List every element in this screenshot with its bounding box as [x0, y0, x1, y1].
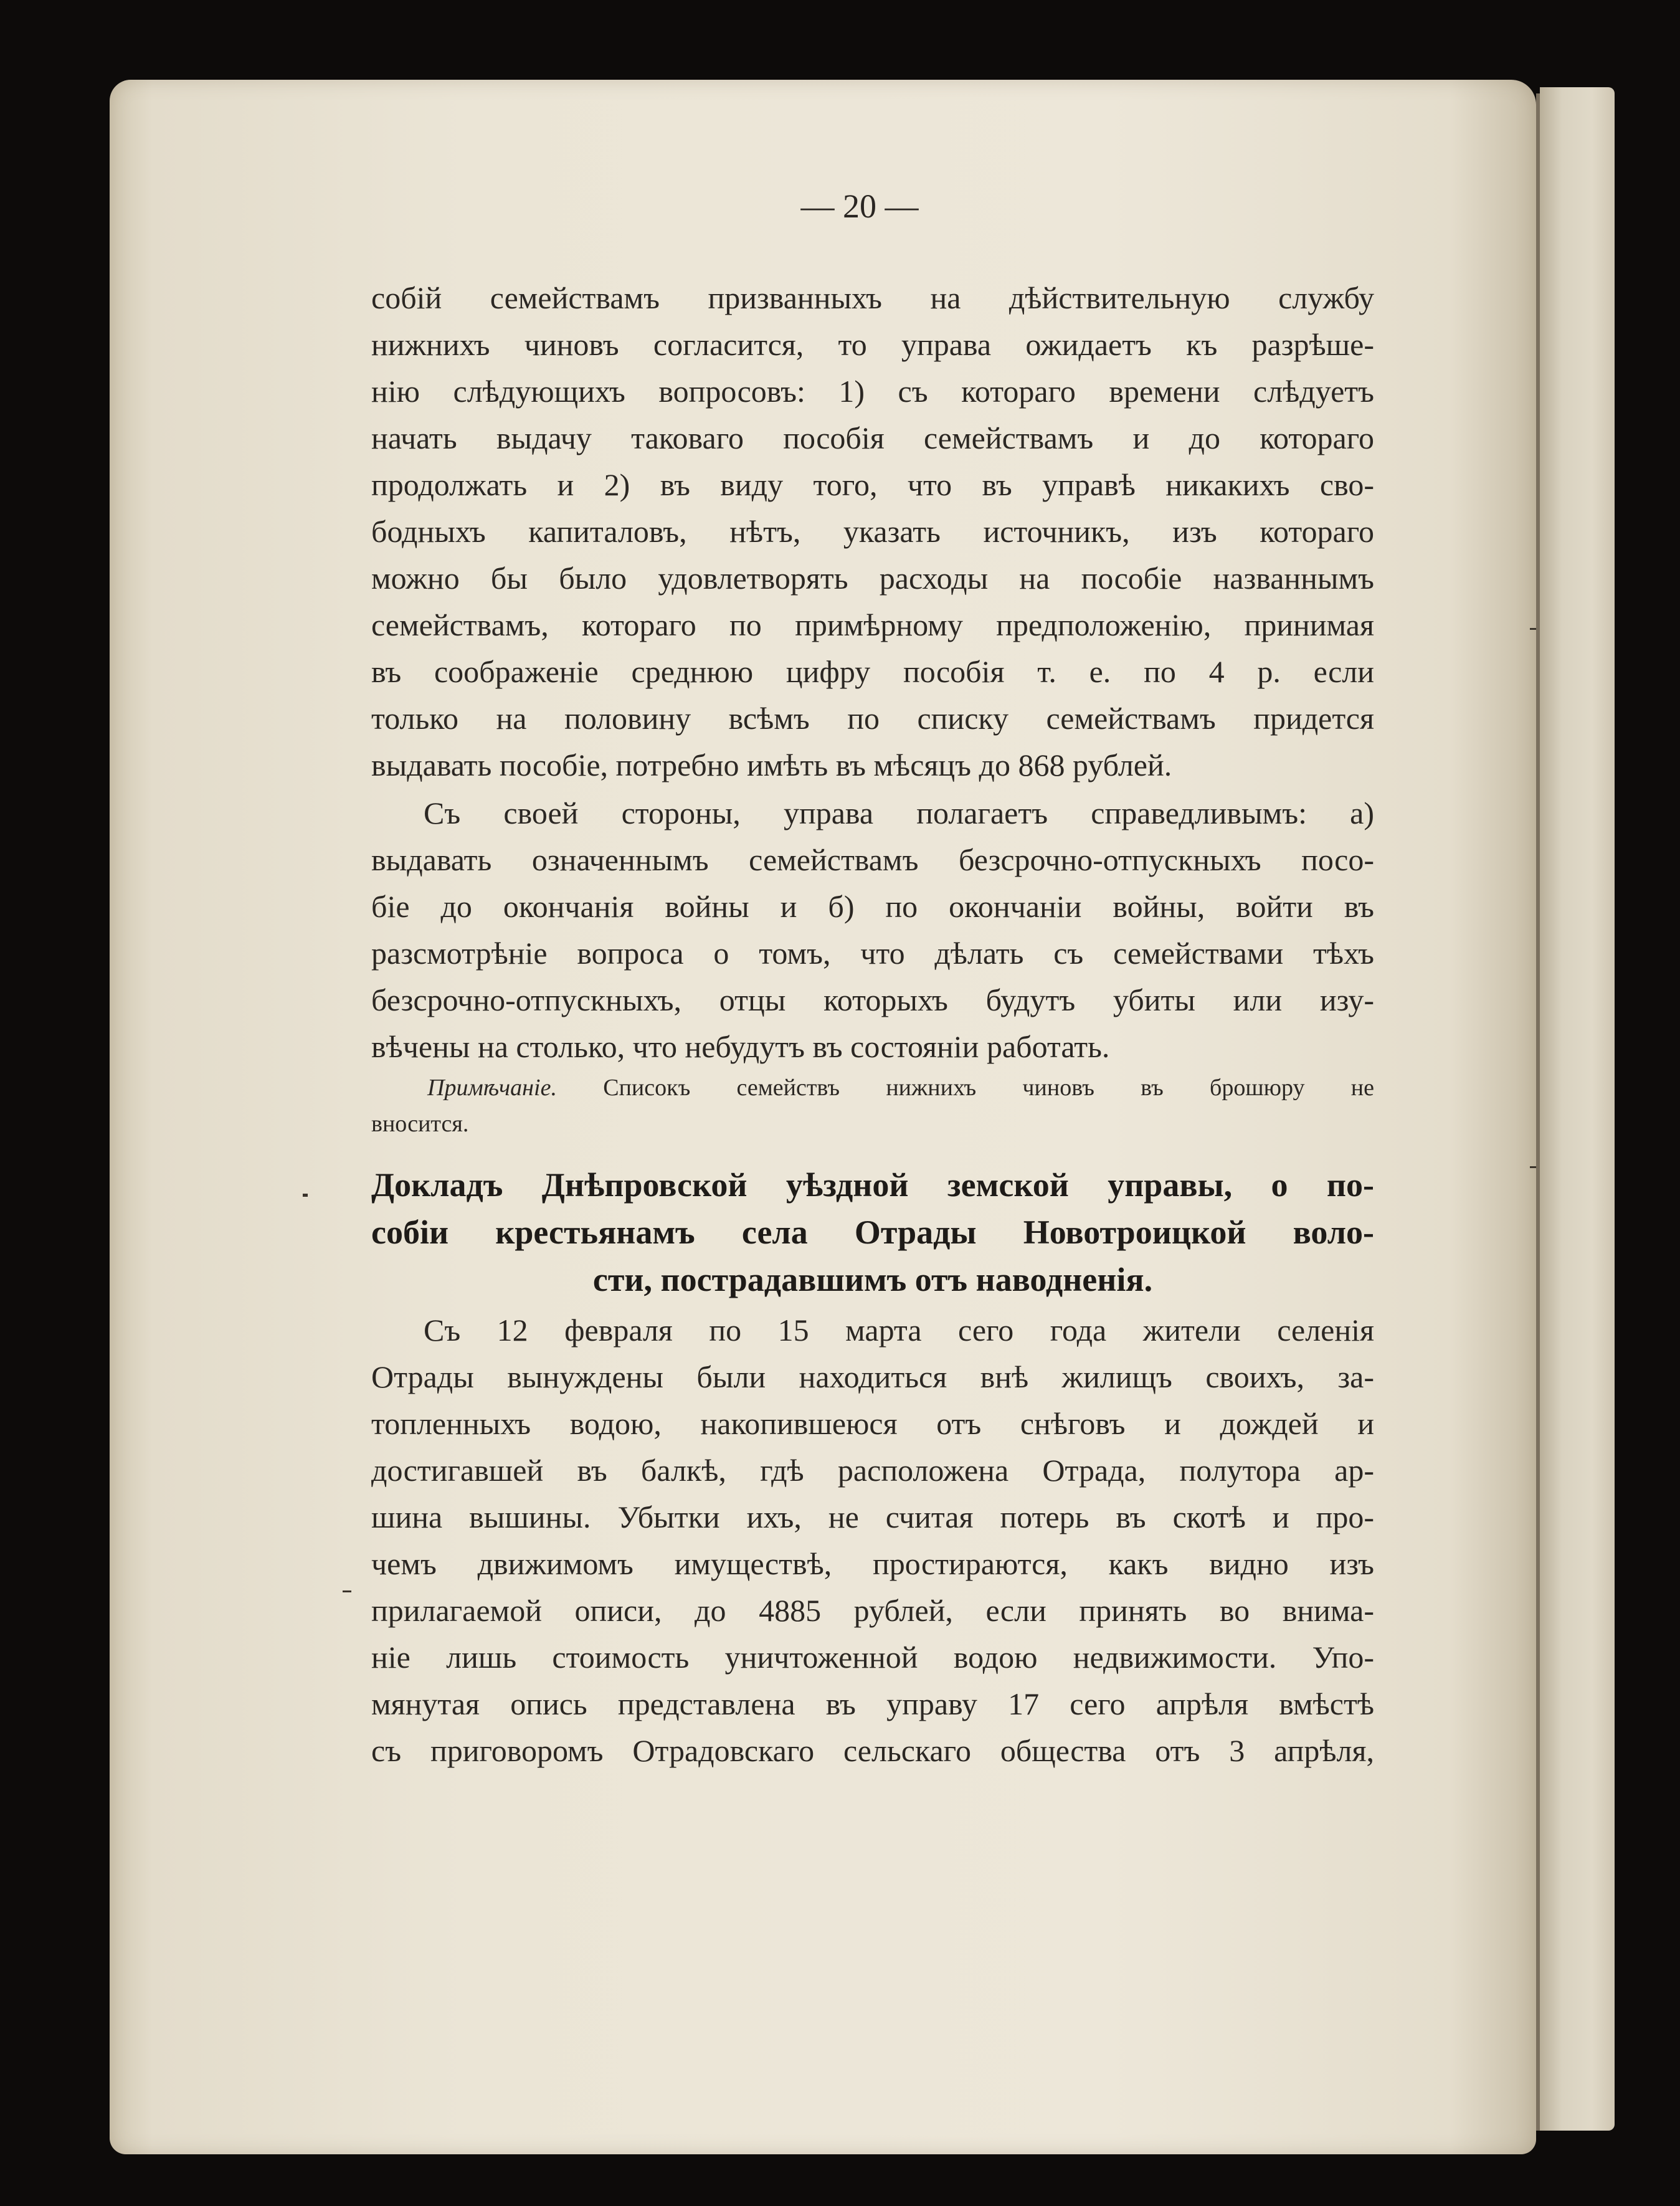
text-line: топленныхъ водою, накопившеюся отъ снѣговъ и дождей и: [371, 1406, 1374, 1441]
text-line: ніе лишь стоимость уничтоженной водою недвижимости. Упо-: [371, 1640, 1374, 1675]
note-label: Примѣчаніе.: [427, 1075, 557, 1101]
text-line: біе до окончанія войны и б) по окончаніи войны, войти въ: [371, 889, 1374, 924]
text-line: чемъ движимомъ имуществѣ, простираются, какъ видно изъ: [371, 1546, 1374, 1581]
text-line: выдавать пособіе, потребно имѣть въ мѣсяцъ до 868 рублей.: [371, 748, 1172, 782]
margin-mark: [1530, 628, 1536, 630]
text-line: Отрады вынуждены были находиться внѣ жилищъ своихъ, за-: [371, 1359, 1374, 1394]
text-line: безсрочно-отпускныхъ, отцы которыхъ будутъ убиты или изу-: [371, 982, 1374, 1017]
note-text: Списокъ семействъ нижнихъ чиновъ въ брошюру не: [603, 1075, 1374, 1101]
margin-mark: [303, 1194, 308, 1197]
section-heading-line: собіи крестьянамъ села Отрады Новотроицкой воло-: [371, 1214, 1374, 1251]
text-line: съ приговоромъ Отрадовскаго сельскаго общества отъ 3 апрѣля,: [371, 1733, 1374, 1768]
text-line: въ соображеніе среднюю цифру пособія т. е. по 4 р. если: [371, 654, 1374, 689]
text-line: можно бы было удовлетворять расходы на пособіе названнымъ: [371, 561, 1374, 596]
note-line: [427, 1073, 1374, 1103]
text-line: достигавшей въ балкѣ, гдѣ расположена Отрада, полутора ар-: [371, 1453, 1374, 1488]
text-line: Съ своей стороны, управа полагаетъ справедливымъ: а): [424, 796, 1374, 830]
text-line: нижнихъ чиновъ согласится, то управа ожидаетъ къ разрѣше-: [371, 327, 1374, 362]
text-line: прилагаемой описи, до 4885 рублей, если принять во внима-: [371, 1593, 1374, 1628]
margin-mark: [1530, 1166, 1536, 1168]
section-heading-line: Докладъ Днѣпровской уѣздной земской управы, о по-: [371, 1166, 1374, 1204]
text-line: разсмотрѣніе вопроса о томъ, что дѣлать съ семействами тѣхъ: [371, 936, 1374, 971]
next-page-edge: [1540, 87, 1615, 2131]
text-line: семействамъ, котораго по примѣрному предположенію, принимая: [371, 607, 1374, 642]
page-gutter-shadow: [1536, 93, 1540, 2131]
margin-mark: [343, 1590, 351, 1592]
section-heading-line: сти, пострадавшимъ отъ наводненія.: [592, 1261, 1153, 1298]
text-line: вѣчены на столько, что небудутъ въ состояніи работать.: [371, 1029, 1110, 1064]
text-line: собій семействамъ призванныхъ на дѣйствительную службу: [371, 280, 1374, 315]
text-line: продолжать и 2) въ виду того, что въ управѣ никакихъ сво-: [371, 467, 1374, 502]
text-line: только на половину всѣмъ по списку семействамъ придется: [371, 701, 1374, 736]
text-line: Съ 12 февраля по 15 марта сего года жители селенія: [424, 1313, 1374, 1348]
text-line: шина вышины. Убытки ихъ, не считая потерь въ скотѣ и про-: [371, 1500, 1374, 1534]
note-line: вносится.: [371, 1111, 469, 1137]
text-line: мянутая опись представлена въ управу 17 сего апрѣля вмѣстѣ: [371, 1686, 1374, 1721]
text-line: нію слѣдующихъ вопросовъ: 1) съ котораго времени слѣдуетъ: [371, 374, 1374, 409]
page-number: — 20 —: [800, 188, 919, 225]
text-line: начать выдачу таковаго пособія семействамъ и до котораго: [371, 421, 1374, 455]
text-line: бодныхъ капиталовъ, нѣтъ, указать источникъ, изъ котораго: [371, 514, 1374, 549]
text-line: выдавать означеннымъ семействамъ безсрочно-отпускныхъ посо-: [371, 842, 1374, 877]
